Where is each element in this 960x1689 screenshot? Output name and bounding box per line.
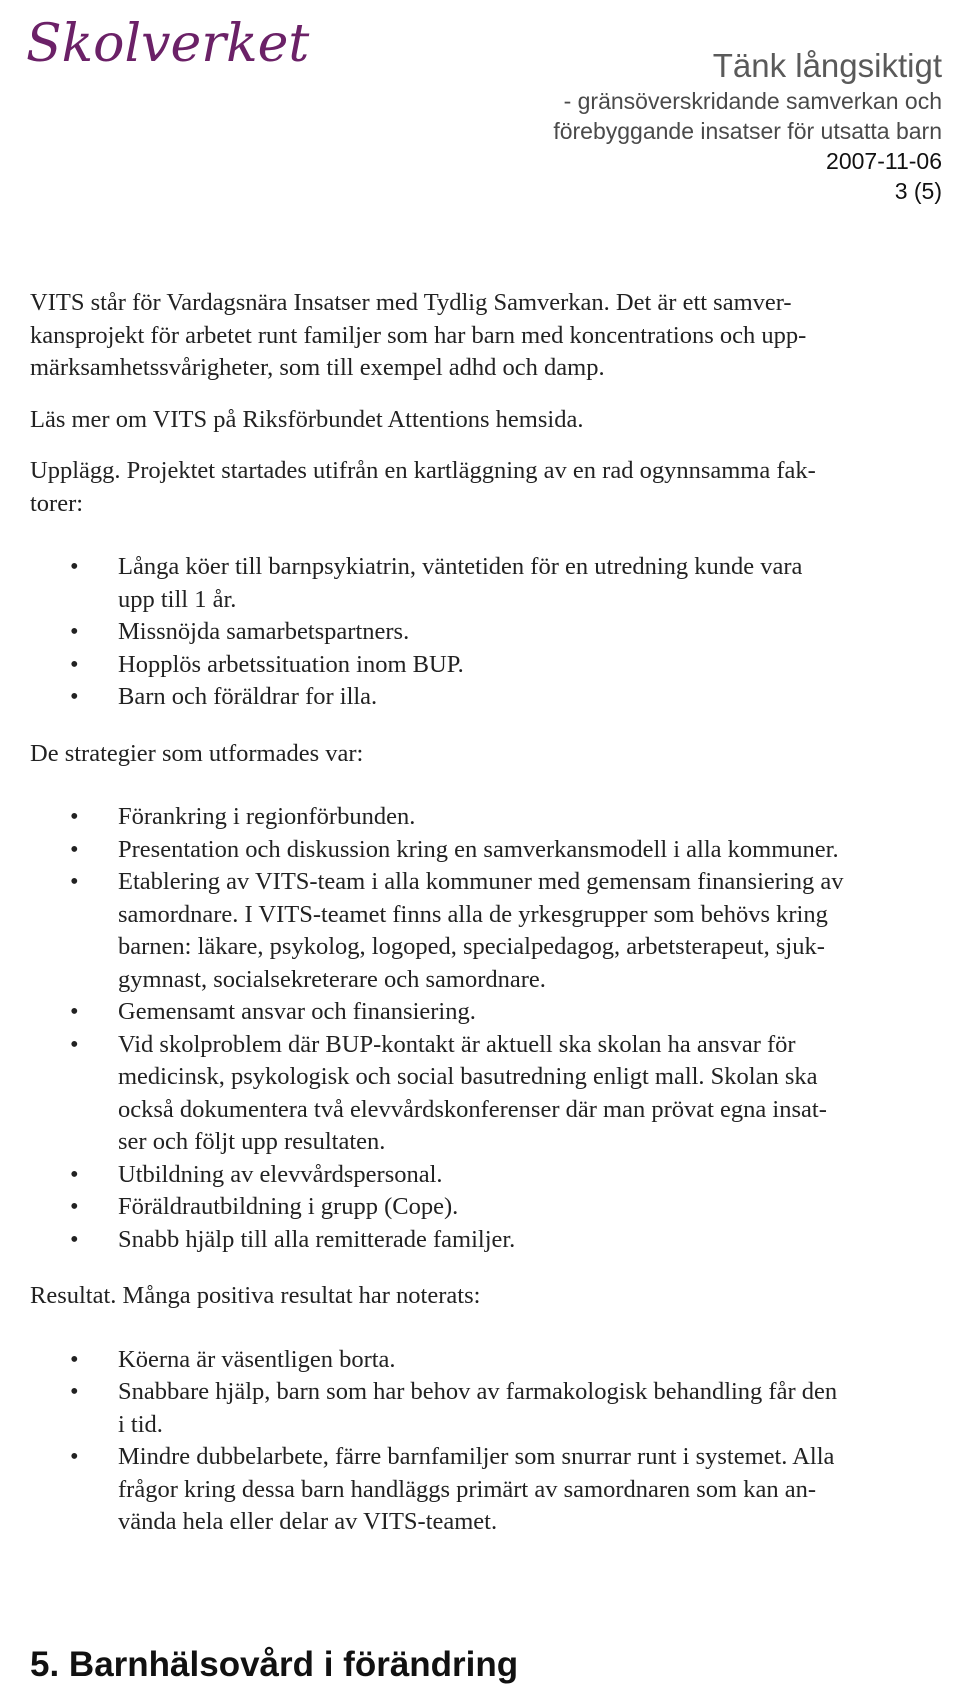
- upplagg-line: torer:: [30, 489, 84, 517]
- list-item-line: Etablering av VITS-team i alla kommuner med gemensam finansiering av: [118, 868, 844, 895]
- list-item-line: i tid.: [118, 1410, 163, 1438]
- list-item: [30, 1191, 950, 1224]
- list-item-line: Vid skolproblem där BUP-kontakt är aktuell ska skolan ha ansvar för: [118, 1030, 796, 1058]
- document-header: [553, 46, 942, 206]
- document-date: 2007-11-06: [826, 148, 942, 174]
- bullet-icon: •: [70, 868, 79, 895]
- intro-line: märksamhetssvårigheter, som till exempel adhd och damp.: [30, 354, 605, 381]
- list-item: [30, 1376, 950, 1441]
- list-item-line: Köerna är väsentligen borta.: [118, 1345, 396, 1373]
- list-item: [30, 616, 950, 649]
- list-item-line: Hopplös arbetssituation inom BUP.: [118, 650, 464, 678]
- document-subtitle-line-2: förebyggande insatser för utsatta barn: [553, 118, 942, 144]
- bullet-icon: •: [70, 683, 79, 710]
- document-subtitle-line-1: - gränsöverskridande samverkan och: [563, 88, 942, 114]
- bullet-icon: •: [70, 1193, 79, 1220]
- bullet-icon: •: [70, 1443, 79, 1470]
- bullet-icon: •: [70, 553, 79, 580]
- list-item-line: Mindre dubbelarbete, färre barnfamiljer som snurrar runt i systemet. Alla: [118, 1443, 835, 1470]
- skolverket-logo: Skolverket: [26, 14, 310, 74]
- upplagg-line: Upplägg. Projektet startades utifrån en kartläggning av en rad ogynnsamma fak-: [30, 457, 816, 484]
- bullet-icon: •: [70, 835, 79, 863]
- list-item: [30, 834, 950, 867]
- bullet-icon: •: [70, 1225, 79, 1253]
- list-item: [30, 1224, 950, 1257]
- list-item-line: Långa köer till barnpsykiatrin, väntetiden för en utredning kunde vara: [118, 553, 803, 580]
- intro-paragraph: [30, 287, 950, 385]
- section-heading: 5. Barnhälsovård i förändring: [30, 1645, 519, 1684]
- intro-line: VITS står för Vardagsnära Insatser med Tydlig Samverkan. Det är ett samver-: [30, 289, 792, 316]
- list-item-line: gymnast, socialsekreterare och samordnare.: [118, 965, 546, 993]
- document-title: Tänk långsiktigt: [712, 47, 942, 84]
- strategies-intro: De strategier som utformades var:: [30, 739, 364, 767]
- document-body: [30, 287, 950, 1539]
- list-item-line: frågor kring dessa barn handläggs primärt av samordnaren som kan an-: [118, 1475, 817, 1503]
- list-item-line: medicinsk, psykologisk och social basutredning enligt mall. Skolan ska: [118, 1063, 818, 1090]
- bullet-icon: •: [70, 1160, 79, 1188]
- intro-line: kansprojekt för arbetet runt familjer som har barn med koncentrations och upp-: [30, 321, 807, 349]
- list-item: [30, 681, 950, 714]
- list-item-line: också dokumentera två elevvårdskonferenser där man prövat egna insat-: [118, 1095, 827, 1123]
- bullet-icon: •: [70, 1378, 79, 1405]
- list-item-line: Snabbare hjälp, barn som har behov av farmakologisk behandling får den: [118, 1378, 838, 1405]
- bullet-icon: •: [70, 650, 79, 678]
- list-item-line: Missnöjda samarbetspartners.: [118, 618, 410, 645]
- list-item: [30, 1159, 950, 1192]
- list-item-line: Snabb hjälp till alla remitterade familjer.: [118, 1225, 516, 1253]
- bullet-icon: •: [70, 618, 79, 645]
- list-item-line: Förankring i regionförbunden.: [118, 803, 416, 830]
- list-item-line: samordnare. I VITS-teamet finns alla de yrkesgrupper som behövs kring: [118, 900, 828, 928]
- list-item-line: Gemensamt ansvar och finansiering.: [118, 998, 476, 1025]
- factors-list: [30, 551, 950, 714]
- list-item-line: ser och följt upp resultaten.: [118, 1128, 386, 1155]
- results-list: [30, 1344, 950, 1539]
- list-item: [30, 649, 950, 682]
- list-item: [30, 551, 950, 616]
- list-item-line: upp till 1 år.: [118, 585, 237, 613]
- list-item: [30, 1441, 950, 1539]
- list-item: [30, 866, 950, 996]
- list-item: [30, 1029, 950, 1159]
- list-item-line: barnen: läkare, psykolog, logoped, specialpedagog, arbetsterapeut, sjuk-: [118, 933, 825, 960]
- list-item-line: Presentation och diskussion kring en samverkansmodell i alla kommuner.: [118, 835, 839, 863]
- bullet-icon: •: [70, 803, 79, 830]
- list-item-line: Barn och föräldrar for illa.: [118, 683, 378, 710]
- upplagg-paragraph: [30, 455, 950, 520]
- bullet-icon: •: [70, 1345, 79, 1373]
- page-number: 3 (5): [894, 178, 942, 204]
- results-intro: Resultat. Många positiva resultat har noterats:: [30, 1282, 481, 1309]
- list-item-line: Utbildning av elevvårdspersonal.: [118, 1160, 443, 1188]
- list-item: [30, 1344, 950, 1377]
- bullet-icon: •: [70, 998, 79, 1025]
- read-more-paragraph: Läs mer om VITS på Riksförbundet Attentions hemsida.: [30, 405, 584, 433]
- list-item: [30, 996, 950, 1029]
- list-item-line: vända hela eller delar av VITS-teamet.: [118, 1508, 498, 1535]
- strategies-list: [30, 801, 950, 1256]
- list-item: [30, 801, 950, 834]
- list-item-line: Föräldrautbildning i grupp (Cope).: [118, 1193, 459, 1220]
- bullet-icon: •: [70, 1030, 79, 1058]
